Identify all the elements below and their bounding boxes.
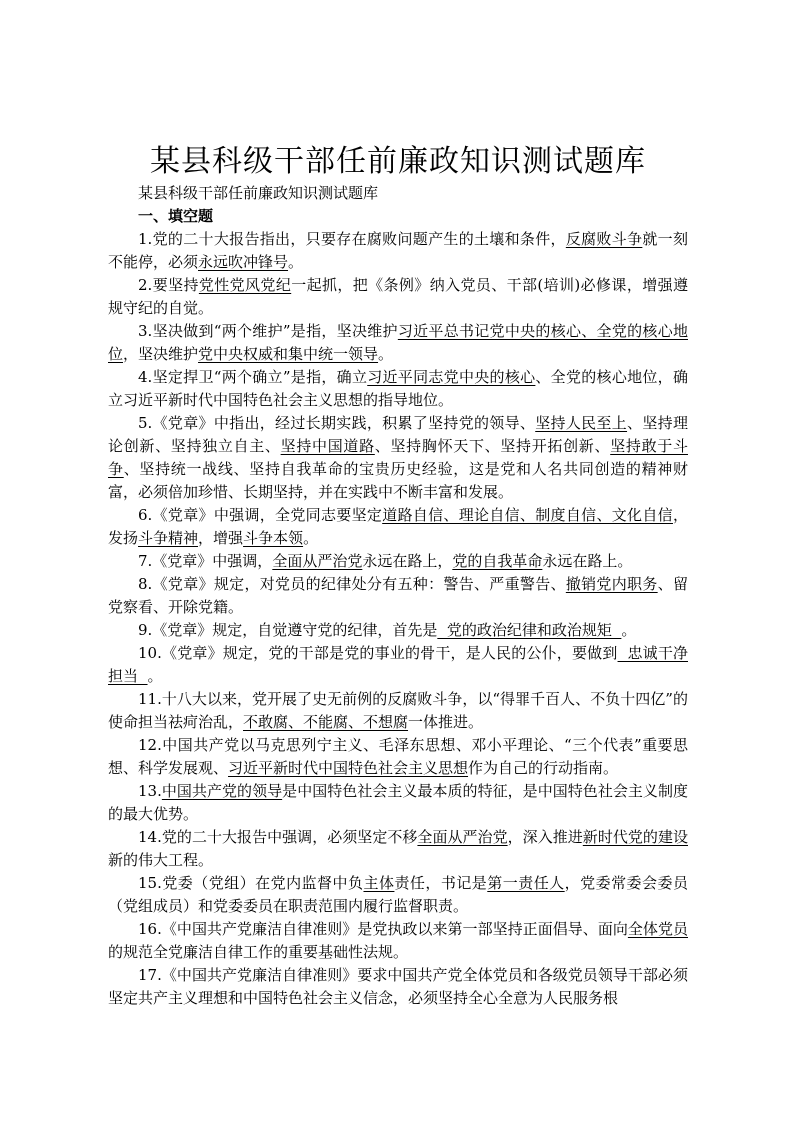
answer-blank: 第一责任人 xyxy=(487,874,565,892)
answer-blank: 全面从严治党 xyxy=(272,552,363,570)
question-item: 3.坚决做到“两个维护”是指，坚决维护习近平总书记党中央的核心、全党的核心地位，坚决维护党中央权威和集中统一领导。 xyxy=(108,322,688,363)
question-item: 4.坚定捍卫“两个确立”是指，确立习近平同志党中央的核心、全党的核心地位，确立习近平新时代中国特色社会主义思想的指导地位。 xyxy=(108,368,688,409)
answer-blank: 党中央权威和集中统一领导 xyxy=(198,345,379,363)
question-item: 1.党的二十大报告指出，只要存在腐败问题产生的土壤和条件，反腐败斗争就一刻不能停，必须永远吹冲锋号。 xyxy=(108,230,688,271)
answer-blank: 忠诚干净担当 xyxy=(108,644,688,685)
question-item: 14.党的二十大报告中强调，必须坚定不移全面从严治党，深入推进新时代党的建设新的伟大工程。 xyxy=(108,828,688,869)
question-item: 12.中国共产党以马克思列宁主义、毛泽东思想、邓小平理论、“三个代表”重要思想、科学发展观、习近平新时代中国特色社会主义思想作为自己的行动指南。 xyxy=(108,736,688,777)
answer-blank: 不敢腐、不能腐、不想腐 xyxy=(243,713,409,731)
question-list xyxy=(108,228,688,1010)
question-item: 16.《中国共产党廉洁自律准则》是党执政以来第一部坚持正面倡导、面向全体党员的规范全党廉洁自律工作的重要基础性法规。 xyxy=(108,920,688,961)
answer-blank: 坚持人民至上 xyxy=(535,414,628,432)
answer-blank: 斗争精神 xyxy=(138,529,199,547)
answer-blank: 全体党员 xyxy=(627,920,688,938)
question-item: 7.《党章》中强调，全面从严治党永远在路上，党的自我革命永远在路上。 xyxy=(138,552,633,570)
answer-blank: 永远吹冲锋号 xyxy=(198,253,289,271)
question-item: 15.党委（党组）在党内监督中负主体责任，书记是第一责任人，党委常委会委员（党组成员）和党委委员在职责范围内履行监督职责。 xyxy=(108,874,688,915)
question-item: 5.《党章》中指出，经过长期实践，积累了坚持党的领导、坚持人民至上、坚持理论创新、坚持独立自主、坚持中国道路、坚持胸怀天下、坚持开拓创新、坚持敢于斗争、坚持统一战线、坚持自我革命的宝贵历史经验，这是党和人名共同创造的精神财富，必须倍加珍惜、长期坚持，并在实践中不断丰富和发展。 xyxy=(108,414,688,501)
question-item: 17.《中国共产党廉洁自律准则》要求中国共产党全体党员和各级党员领导干部必须坚定共产主义理想和中国特色社会主义信念，必须坚持全心全意为人民服务根 xyxy=(108,966,688,1007)
answer-blank: 坚持敢于斗争 xyxy=(108,437,688,478)
answer-blank: 中国共产党的领导 xyxy=(161,782,283,800)
answer-blank: 习近平同志党中央的核心 xyxy=(367,368,536,386)
question-item: 11.十八大以来，党开展了史无前例的反腐败斗争，以“得罪千百人、不负十四亿”的使命担当祛疴治乱，不敢腐、不能腐、不想腐一体推进。 xyxy=(108,690,688,731)
question-item: 6.《党章》中强调，全党同志要坚定道路自信、理论自信、制度自信、文化自信，发扬斗争精神，增强斗争本领。 xyxy=(108,506,688,547)
answer-blank: 反腐败斗争 xyxy=(565,230,643,248)
question-item: 8.《党章》规定，对党员的纪律处分有五种：警告、严重警告、撤销党内职务、留党察看、开除党籍。 xyxy=(108,575,688,616)
question-item: 10.《党章》规定，党的干部是党的事业的骨干，是人民的公仆，要做到 忠诚干净担当 。 xyxy=(108,644,688,685)
question-item: 2.要坚持党性党风党纪一起抓，把《条例》纳入党员、干部(培训)必修课，增强遵规守纪的自觉。 xyxy=(108,276,688,317)
answer-blank: 道路自信、理论自信、制度自信、文化自信 xyxy=(382,506,673,524)
answer-blank: 习近平新时代中国特色社会主义思想 xyxy=(228,759,469,777)
section-heading: 一、填空题 xyxy=(138,207,214,225)
answer-blank: 新时代党的建设 xyxy=(582,828,688,846)
answer-blank: 党性党风党纪 xyxy=(198,276,292,294)
document-title: 某县科级干部任前廉政知识测试题库 xyxy=(150,144,646,179)
answer-blank: 斗争本领 xyxy=(243,529,304,547)
answer-blank: 习近平总书记党中央的核心、全党的核心地位 xyxy=(108,322,688,363)
document-page xyxy=(108,0,688,1010)
answer-blank: 党的自我革命 xyxy=(452,552,543,570)
answer-blank: 撤销党内职务 xyxy=(565,575,658,593)
answer-blank: 全面从严治党 xyxy=(417,828,508,846)
question-item: 13.中国共产党的领导是中国特色社会主义最本质的特征，是中国特色社会主义制度的最大优势。 xyxy=(108,782,688,823)
answer-blank: 党的政治纪律和政治规矩 xyxy=(437,621,622,639)
document-subtitle: 某县科级干部任前廉政知识测试题库 xyxy=(138,184,379,202)
answer-blank: 主体 xyxy=(363,874,395,892)
question-item: 9.《党章》规定，自觉遵守党的纪律，首先是 党的政治纪律和政治规矩 。 xyxy=(138,621,637,639)
answer-blank: 坚持中国道路 xyxy=(280,437,375,455)
